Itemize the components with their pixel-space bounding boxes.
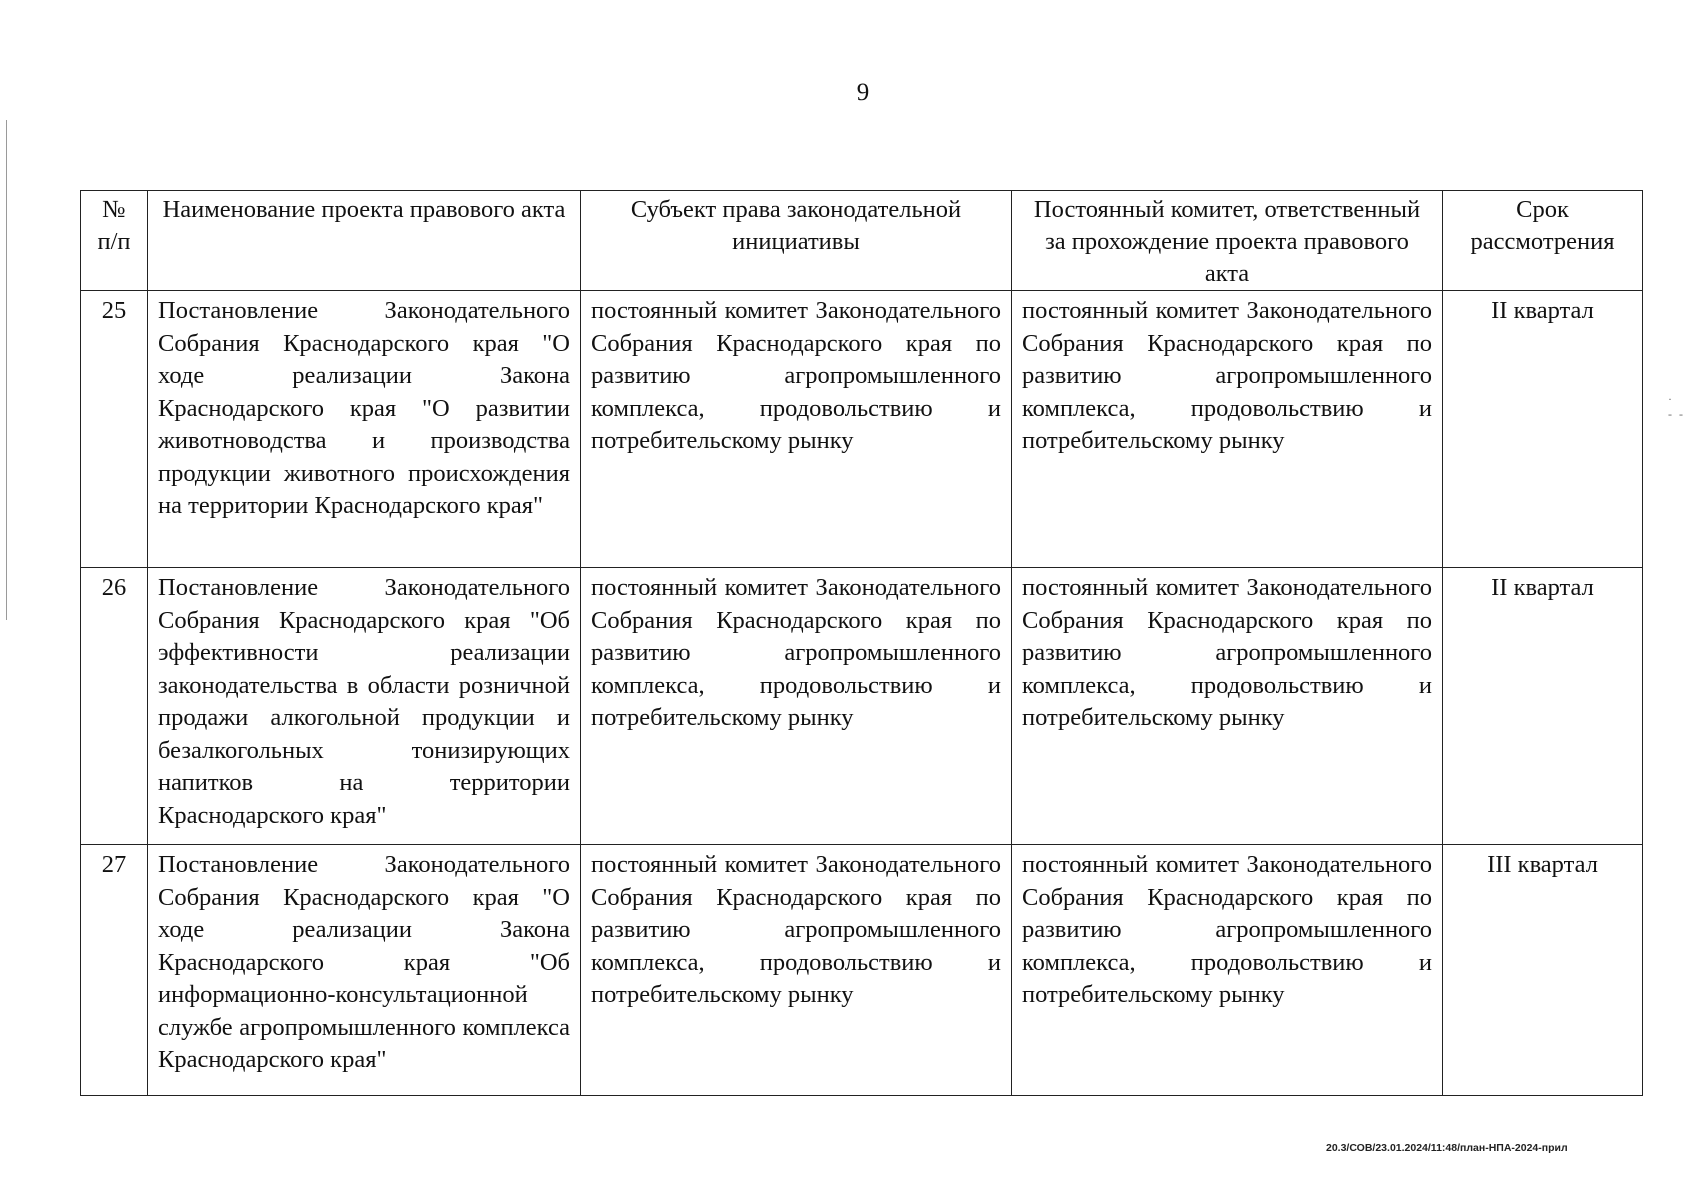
table-row [81,291,1643,568]
row-subject: постоянный комитет Законодательного Собрания Краснодарского края по развитию агропромышленного комплекса, продовольствию и потребительскому рынку [581,845,1012,1096]
header-subject: Субъект права законодательной инициативы [581,191,1012,291]
page-number: 9 [856,79,870,106]
row-act-name: Постановление Законодательного Собрания Краснодарского края "Об эффективности реализации законодательства в области розничной продажи алкогольной продукции и безалкогольных тонизирующих напитков на территории Краснодарского края" [148,568,581,845]
row-subject: постоянный комитет Законодательного Собрания Краснодарского края по развитию агропромышленного комплекса, продовольствию и потребительскому рынку [581,568,1012,845]
row-number: 27 [81,845,148,1096]
scan-dots: · - - [1668,392,1685,421]
document-stamp: 20.3/СОВ/23.01.2024/11:48/план-НПА-2024-прил [1326,1142,1568,1154]
row-subject: постоянный комитет Законодательного Собрания Краснодарского края по развитию агропромышленного комплекса, продовольствию и потребительскому рынку [581,291,1012,568]
row-number: 26 [81,568,148,845]
row-term: II квартал [1443,568,1643,845]
legislative-plan-table [80,190,1643,1096]
table-row [81,568,1643,845]
scan-edge-mark [6,120,7,620]
header-committee: Постоянный комитет, ответственный за прохождение проекта правового акта [1012,191,1443,291]
header-term: Срок рассмотрения [1443,191,1643,291]
table-header-row [81,191,1643,291]
header-name: Наименование проекта правового акта [148,191,581,291]
row-term: II квартал [1443,291,1643,568]
row-number: 25 [81,291,148,568]
row-act-name: Постановление Законодательного Собрания Краснодарского края "О ходе реализации Закона Краснодарского края "Об информационно-консультационной службе агропромышленного комплекса Краснодарского края" [148,845,581,1096]
row-committee: постоянный комитет Законодательного Собрания Краснодарского края по развитию агропромышленного комплекса, продовольствию и потребительскому рынку [1012,568,1443,845]
table-row [81,845,1643,1096]
header-num: № п/п [81,191,148,291]
row-committee: постоянный комитет Законодательного Собрания Краснодарского края по развитию агропромышленного комплекса, продовольствию и потребительскому рынку [1012,845,1443,1096]
row-committee: постоянный комитет Законодательного Собрания Краснодарского края по развитию агропромышленного комплекса, продовольствию и потребительскому рынку [1012,291,1443,568]
row-term: III квартал [1443,845,1643,1096]
row-act-name: Постановление Законодательного Собрания Краснодарского края "О ходе реализации Закона Краснодарского края "О развитии животноводства и производства продукции животного происхождения на территории Краснодарского края" [148,291,581,568]
